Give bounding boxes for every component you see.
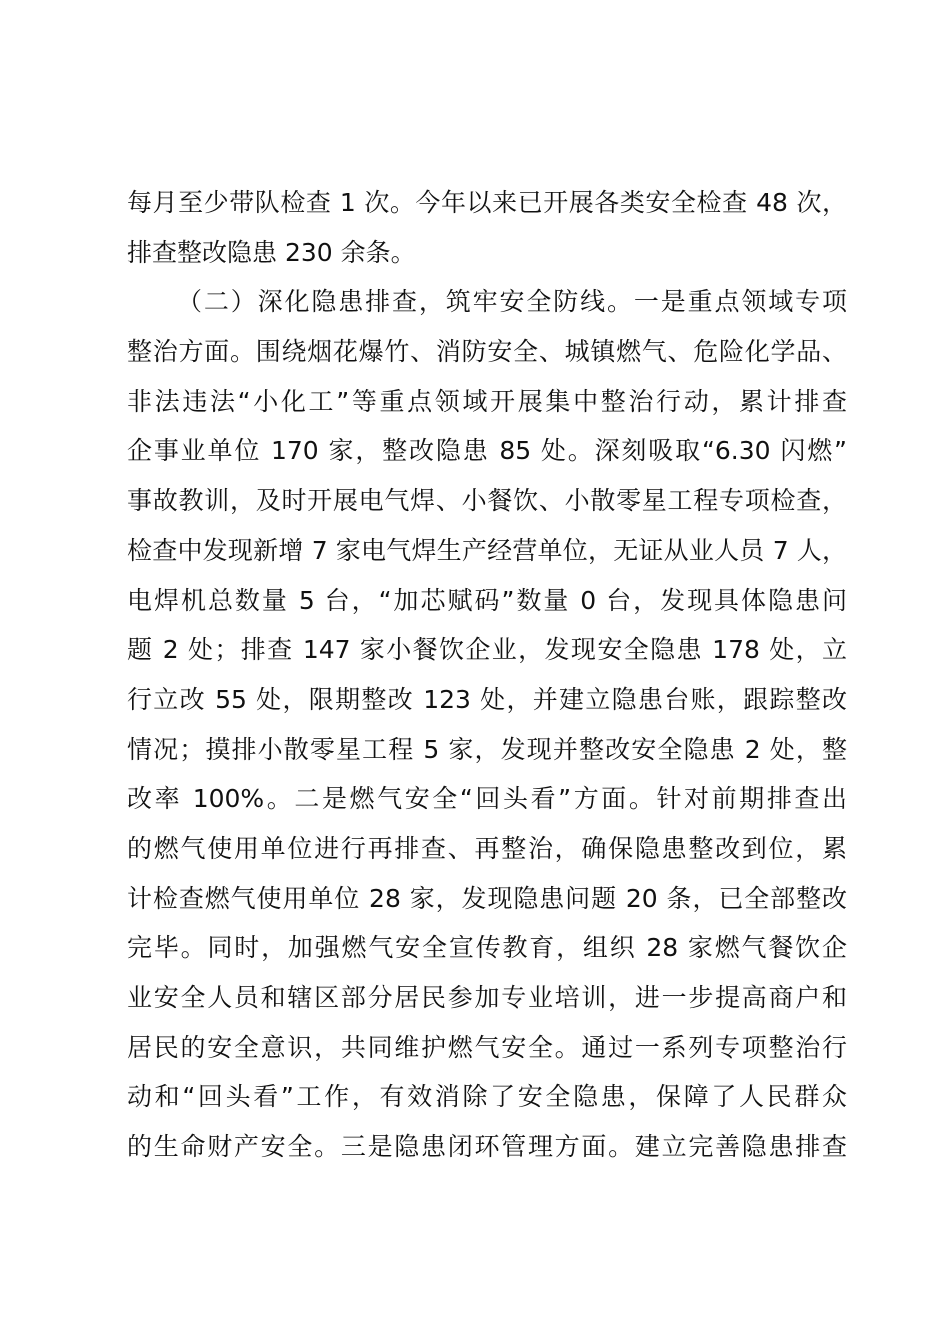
text-line: 居民的安全意识，共同维护燃气安全。通过一系列专项整治行 <box>127 1032 847 1062</box>
text-line: 改率 100%。二是燃气安全“回头看”方面。针对前期排查出 <box>127 784 847 814</box>
text-line: 每月至少带队检查 1 次。今年以来已开展各类安全检查 48 次， <box>127 188 847 217</box>
text-line: 的燃气使用单位进行再排查、再整治，确保隐患整改到位，累 <box>127 833 847 863</box>
text-line: 的生命财产安全。三是隐患闭环管理方面。建立完善隐患排查 <box>127 1132 847 1162</box>
document-body <box>127 178 847 1172</box>
text-line: 计检查燃气使用单位 28 家，发现隐患问题 20 条，已全部整改 <box>127 883 847 913</box>
paragraph-hazard-inspection <box>127 277 847 1171</box>
text-line: 完毕。同时，加强燃气安全宣传教育，组织 28 家燃气餐饮企 <box>127 933 847 963</box>
text-line: 整治方面。围绕烟花爆竹、消防安全、城镇燃气、危险化学品、 <box>127 337 847 367</box>
text-line: 业安全人员和辖区部分居民参加专业培训，进一步提高商户和 <box>127 983 847 1012</box>
text-line: 排查整改隐患 230 余条。 <box>127 237 416 267</box>
text-line: 事故教训，及时开展电气焊、小餐饮、小散零星工程专项检查， <box>127 486 847 516</box>
paragraph-continuation <box>127 178 847 277</box>
text-line: （二）深化隐患排查，筑牢安全防线。一是重点领域专项 <box>177 287 847 317</box>
text-line: 行立改 55 处，限期整改 123 处，并建立隐患台账，跟踪整改 <box>127 684 847 714</box>
text-line: 非法违法“小化工”等重点领域开展集中整治行动，累计排查 <box>127 386 847 416</box>
text-line: 情况；摸排小散零星工程 5 家，发现并整改安全隐患 2 处，整 <box>127 734 847 764</box>
text-line: 检查中发现新增 7 家电气焊生产经营单位，无证从业人员 7 人， <box>127 535 847 565</box>
text-line: 企事业单位 170 家，整改隐患 85 处。深刻吸取“6.30 闪燃” <box>127 436 847 466</box>
text-line: 电焊机总数量 5 台，“加芯赋码”数量 0 台，发现具体隐患问 <box>127 585 847 615</box>
text-line: 题 2 处；排查 147 家小餐饮企业，发现安全隐患 178 处，立 <box>127 635 847 665</box>
text-line: 动和“回头看”工作，有效消除了安全隐患，保障了人民群众 <box>127 1082 847 1112</box>
